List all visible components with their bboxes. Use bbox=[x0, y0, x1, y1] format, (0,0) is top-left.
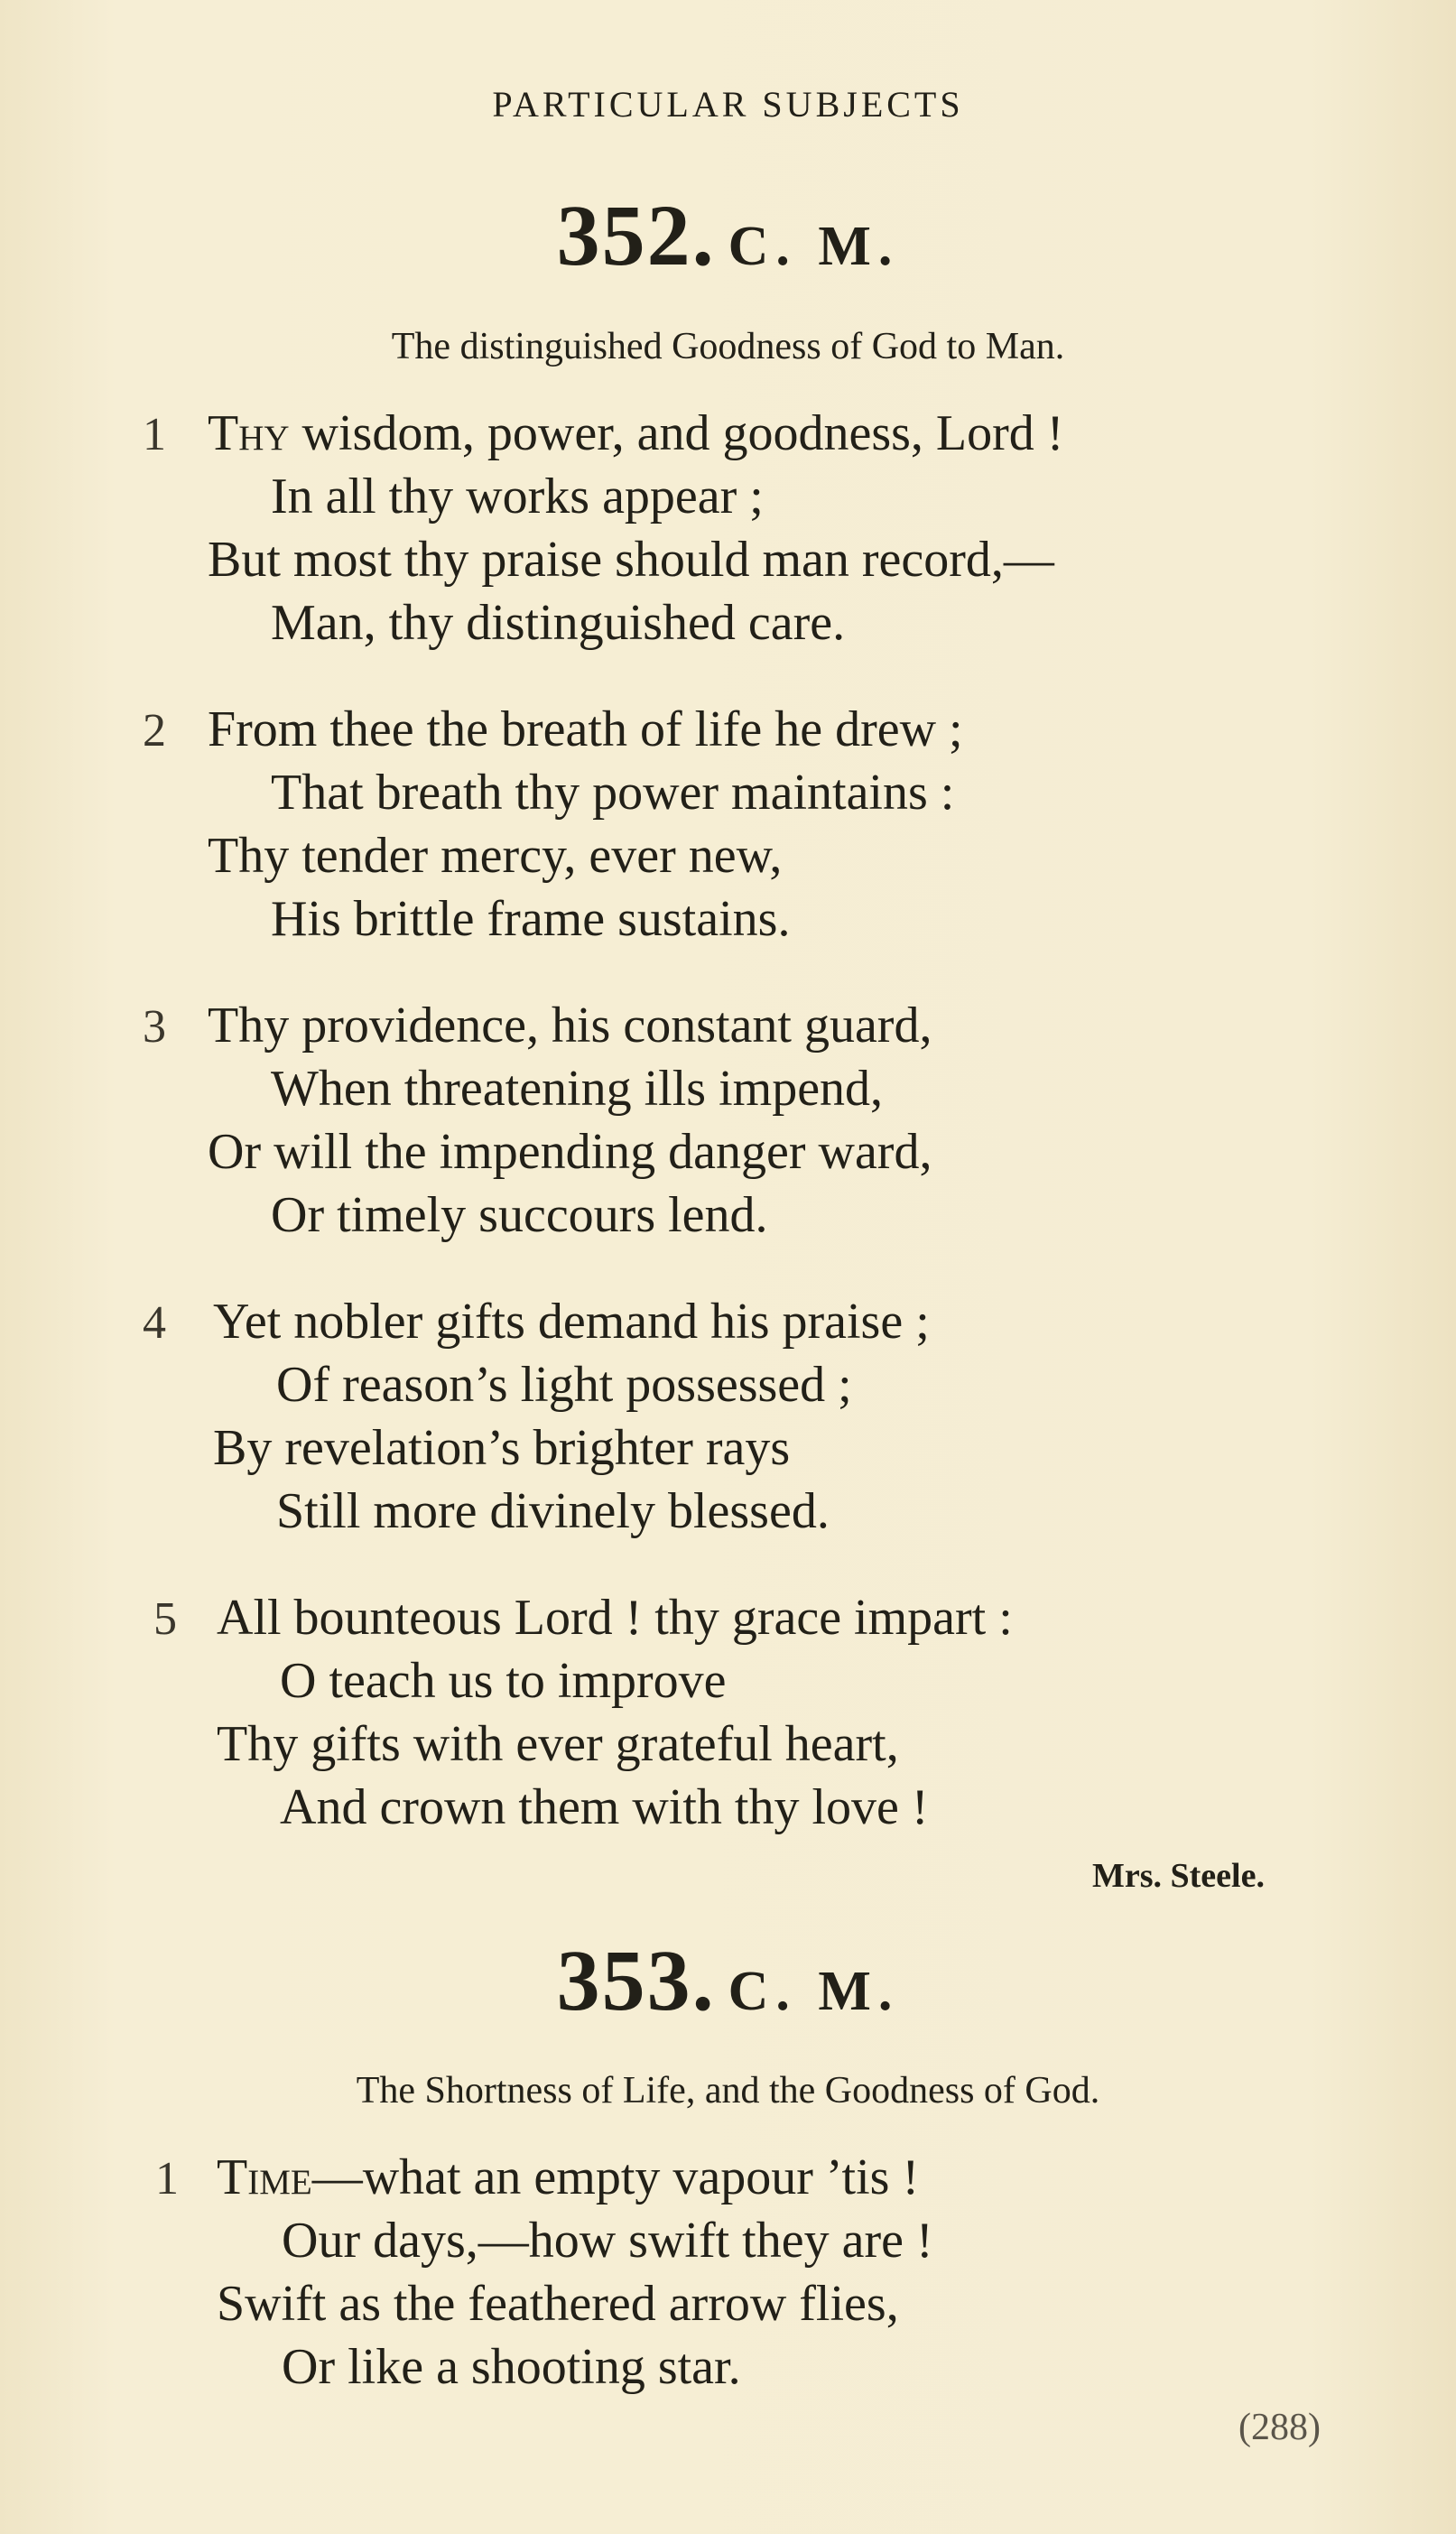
verse-line: His brittle frame sustains. bbox=[271, 891, 791, 947]
verse-line: In all thy works appear ; bbox=[271, 469, 764, 524]
verse-lead-word: Thy bbox=[208, 405, 290, 461]
verse-number: 2 bbox=[143, 705, 166, 756]
verse-line-rest: —what an empty vapour ’tis ! bbox=[311, 2149, 920, 2205]
verse-line: That breath thy power maintains : bbox=[271, 765, 955, 821]
page-number: (288) bbox=[1238, 2407, 1321, 2448]
hymn-352-title: The distinguished Goodness of God to Man. bbox=[391, 326, 1065, 367]
verse-number: 4 bbox=[143, 1297, 166, 1349]
verse-number: 1 bbox=[143, 409, 166, 460]
hymn-number: 352. bbox=[556, 187, 716, 283]
verse-line: Swift as the feathered arrow flies, bbox=[217, 2276, 899, 2332]
verse-line: Or will the impending danger ward, bbox=[208, 1124, 932, 1180]
verse-line: Our days,—how swift they are ! bbox=[282, 2213, 933, 2269]
verse-number: 3 bbox=[143, 1001, 166, 1053]
running-head: PARTICULAR SUBJECTS bbox=[492, 84, 964, 125]
verse-line: Or timely succours lend. bbox=[271, 1187, 768, 1243]
verse-line: Thy tender mercy, ever new, bbox=[208, 828, 783, 884]
verse-line bbox=[217, 2149, 919, 2206]
verse-line: When threatening ills impend, bbox=[271, 1061, 884, 1117]
verse-line bbox=[208, 404, 1063, 462]
verse-line: Thy gifts with ever grateful heart, bbox=[217, 1716, 899, 1772]
hymn-352-heading bbox=[0, 185, 1456, 285]
hymn-meter: C. M. bbox=[728, 216, 900, 277]
verse-line: From thee the breath of life he drew ; bbox=[208, 701, 963, 757]
hymn-353-heading bbox=[0, 1930, 1456, 2030]
verse-line: But most thy praise should man record,— bbox=[208, 532, 1054, 588]
hymn-meter: C. M. bbox=[728, 1961, 900, 2022]
verse-line: Thy providence, his constant guard, bbox=[208, 998, 932, 1054]
verse-line: By revelation’s brighter rays bbox=[213, 1420, 791, 1476]
hymn-353-title: The Shortness of Life, and the Goodness of God. bbox=[356, 2070, 1100, 2112]
verse-line: And crown them with thy love ! bbox=[280, 1779, 929, 1835]
hymn-number: 353. bbox=[556, 1932, 716, 2028]
verse-line: All bounteous Lord ! thy grace impart : bbox=[217, 1590, 1013, 1646]
verse-lead-word: Time bbox=[217, 2149, 312, 2205]
verse-line: Of reason’s light possessed ; bbox=[276, 1357, 852, 1413]
verse-line: Still more divinely blessed. bbox=[276, 1483, 830, 1539]
verse-line: Yet nobler gifts demand his praise ; bbox=[213, 1294, 930, 1350]
verse-number: 1 bbox=[155, 2153, 179, 2204]
verse-line: Man, thy distinguished care. bbox=[271, 595, 846, 651]
verse-line: Or like a shooting star. bbox=[282, 2339, 741, 2395]
hymn-author: Mrs. Steele. bbox=[1092, 1857, 1265, 1895]
verse-number: 5 bbox=[153, 1593, 177, 1645]
verse-line-rest: wisdom, power, and goodness, Lord ! bbox=[289, 405, 1064, 461]
verse-line: O teach us to improve bbox=[280, 1653, 727, 1709]
